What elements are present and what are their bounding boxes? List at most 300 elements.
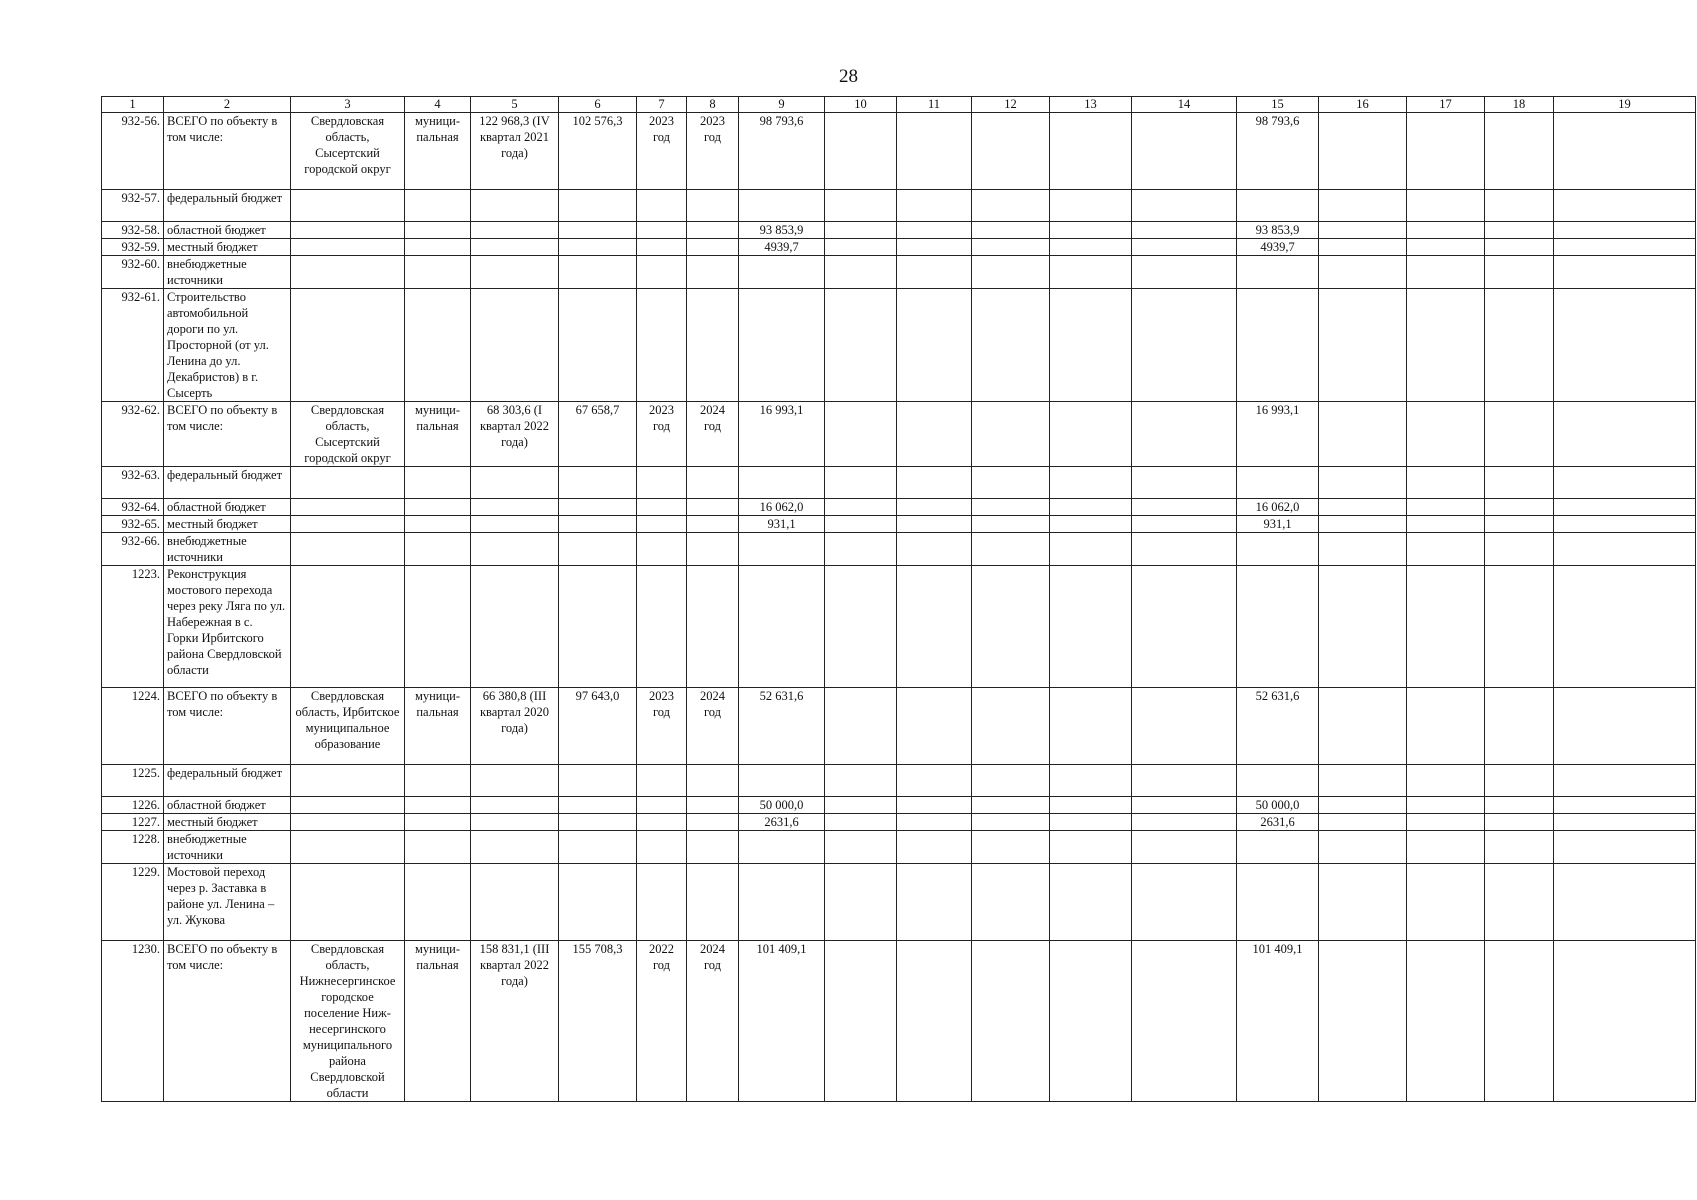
row-empty-cell	[1554, 467, 1696, 499]
row-description: ВСЕГО по объекту в том числе:	[164, 688, 291, 765]
row-empty-cell	[972, 533, 1050, 566]
row-column-6	[559, 289, 637, 402]
row-empty-cell	[1319, 499, 1407, 516]
row-empty-cell	[972, 688, 1050, 765]
row-empty-cell	[1554, 516, 1696, 533]
row-estimated-cost	[471, 765, 559, 797]
row-column-15-amount: 93 853,9	[1237, 222, 1319, 239]
row-empty-cell	[1050, 831, 1132, 864]
row-number: 932-65.	[102, 516, 164, 533]
row-number: 1224.	[102, 688, 164, 765]
row-empty-cell	[1485, 688, 1554, 765]
row-empty-cell	[1554, 814, 1696, 831]
row-empty-cell	[1485, 256, 1554, 289]
row-empty-cell	[1485, 467, 1554, 499]
row-empty-cell	[1132, 113, 1237, 190]
row-empty-cell	[1132, 831, 1237, 864]
row-empty-cell	[1407, 765, 1485, 797]
row-empty-cell	[1407, 289, 1485, 402]
row-total-amount	[739, 190, 825, 222]
row-description: местный бюджет	[164, 814, 291, 831]
row-column-6	[559, 467, 637, 499]
row-empty-cell	[1319, 566, 1407, 688]
row-column-6	[559, 256, 637, 289]
row-empty-cell	[1407, 113, 1485, 190]
row-empty-cell	[1407, 566, 1485, 688]
row-empty-cell	[1050, 516, 1132, 533]
row-location	[291, 239, 405, 256]
row-empty-cell	[1132, 941, 1237, 1102]
row-empty-cell	[1050, 467, 1132, 499]
row-end-year	[687, 190, 739, 222]
row-empty-cell	[972, 239, 1050, 256]
row-description: областной бюджет	[164, 797, 291, 814]
row-column-15-amount	[1237, 467, 1319, 499]
row-empty-cell	[1319, 797, 1407, 814]
row-empty-cell	[1050, 113, 1132, 190]
row-empty-cell	[1132, 256, 1237, 289]
row-total-amount: 50 000,0	[739, 797, 825, 814]
row-column-15-amount	[1237, 831, 1319, 864]
row-ownership	[405, 222, 471, 239]
row-empty-cell	[897, 222, 972, 239]
row-empty-cell	[1319, 289, 1407, 402]
row-ownership: муници-пальная	[405, 688, 471, 765]
row-empty-cell	[1132, 239, 1237, 256]
row-end-year: 2023 год	[687, 113, 739, 190]
row-start-year	[637, 190, 687, 222]
row-column-15-amount: 101 409,1	[1237, 941, 1319, 1102]
row-description: федеральный бюджет	[164, 190, 291, 222]
row-estimated-cost: 66 380,8 (III квартал 2020 года)	[471, 688, 559, 765]
row-ownership	[405, 516, 471, 533]
row-start-year	[637, 499, 687, 516]
row-ownership	[405, 864, 471, 941]
row-empty-cell	[1132, 533, 1237, 566]
row-ownership	[405, 190, 471, 222]
row-empty-cell	[897, 239, 972, 256]
column-header-16: 16	[1319, 97, 1407, 113]
row-end-year	[687, 239, 739, 256]
row-estimated-cost	[471, 467, 559, 499]
row-empty-cell	[1407, 239, 1485, 256]
row-empty-cell	[972, 222, 1050, 239]
row-end-year	[687, 499, 739, 516]
row-empty-cell	[972, 814, 1050, 831]
row-empty-cell	[1319, 402, 1407, 467]
row-empty-cell	[825, 864, 897, 941]
row-estimated-cost	[471, 831, 559, 864]
row-empty-cell	[825, 222, 897, 239]
row-empty-cell	[1485, 765, 1554, 797]
row-number: 1228.	[102, 831, 164, 864]
row-empty-cell	[1132, 864, 1237, 941]
row-empty-cell	[1554, 533, 1696, 566]
row-end-year	[687, 222, 739, 239]
row-description: ВСЕГО по объекту в том числе:	[164, 402, 291, 467]
row-number: 932-61.	[102, 289, 164, 402]
row-estimated-cost	[471, 289, 559, 402]
table-row	[102, 289, 1696, 402]
row-empty-cell	[825, 831, 897, 864]
row-estimated-cost: 158 831,1 (III квартал 2022 года)	[471, 941, 559, 1102]
row-column-15-amount	[1237, 566, 1319, 688]
row-column-15-amount	[1237, 289, 1319, 402]
row-empty-cell	[1050, 688, 1132, 765]
row-total-amount: 52 631,6	[739, 688, 825, 765]
table-row	[102, 533, 1696, 566]
row-empty-cell	[1319, 113, 1407, 190]
row-empty-cell	[1485, 402, 1554, 467]
column-header-18: 18	[1485, 97, 1554, 113]
row-empty-cell	[825, 402, 897, 467]
row-empty-cell	[825, 113, 897, 190]
row-empty-cell	[1050, 190, 1132, 222]
row-column-6	[559, 190, 637, 222]
row-empty-cell	[1132, 797, 1237, 814]
row-total-amount	[739, 533, 825, 566]
column-header-5: 5	[471, 97, 559, 113]
row-total-amount	[739, 765, 825, 797]
row-empty-cell	[1132, 289, 1237, 402]
row-empty-cell	[972, 190, 1050, 222]
row-ownership	[405, 499, 471, 516]
row-number: 1230.	[102, 941, 164, 1102]
row-description: внебюджетные источники	[164, 831, 291, 864]
row-start-year: 2022 год	[637, 941, 687, 1102]
row-location	[291, 864, 405, 941]
row-start-year	[637, 467, 687, 499]
row-ownership: муници-пальная	[405, 941, 471, 1102]
column-number-header	[102, 97, 1696, 113]
row-ownership	[405, 289, 471, 402]
row-empty-cell	[897, 256, 972, 289]
table-row	[102, 516, 1696, 533]
table-row	[102, 797, 1696, 814]
row-start-year: 2023 год	[637, 113, 687, 190]
row-empty-cell	[972, 499, 1050, 516]
column-header-17: 17	[1407, 97, 1485, 113]
row-description: ВСЕГО по объекту в том числе:	[164, 113, 291, 190]
row-total-amount: 98 793,6	[739, 113, 825, 190]
row-ownership	[405, 256, 471, 289]
budget-table-container	[101, 96, 1673, 1102]
row-location	[291, 190, 405, 222]
row-total-amount	[739, 864, 825, 941]
row-location	[291, 467, 405, 499]
column-header-1: 1	[102, 97, 164, 113]
row-number: 932-62.	[102, 402, 164, 467]
row-empty-cell	[972, 256, 1050, 289]
row-start-year: 2023 год	[637, 688, 687, 765]
row-empty-cell	[897, 864, 972, 941]
row-empty-cell	[972, 566, 1050, 688]
row-empty-cell	[825, 239, 897, 256]
row-ownership	[405, 566, 471, 688]
row-start-year	[637, 289, 687, 402]
row-column-6	[559, 864, 637, 941]
row-estimated-cost	[471, 814, 559, 831]
table-row	[102, 765, 1696, 797]
row-description: федеральный бюджет	[164, 467, 291, 499]
row-end-year: 2024 год	[687, 688, 739, 765]
row-empty-cell	[1485, 239, 1554, 256]
row-location	[291, 765, 405, 797]
row-empty-cell	[1132, 499, 1237, 516]
row-empty-cell	[1407, 499, 1485, 516]
row-empty-cell	[1485, 499, 1554, 516]
row-empty-cell	[897, 499, 972, 516]
row-empty-cell	[972, 113, 1050, 190]
row-empty-cell	[972, 797, 1050, 814]
row-number: 1226.	[102, 797, 164, 814]
row-column-15-amount: 16 062,0	[1237, 499, 1319, 516]
row-empty-cell	[1319, 190, 1407, 222]
row-location	[291, 499, 405, 516]
row-empty-cell	[825, 499, 897, 516]
row-column-15-amount: 50 000,0	[1237, 797, 1319, 814]
row-description: Строительство автомобильной дороги по ул. Просторной (от ул. Ленина до ул. Декабристов) в г. Сысерть	[164, 289, 291, 402]
row-start-year	[637, 533, 687, 566]
row-empty-cell	[1554, 566, 1696, 688]
row-empty-cell	[1554, 831, 1696, 864]
row-start-year	[637, 797, 687, 814]
row-column-6: 97 643,0	[559, 688, 637, 765]
row-column-15-amount: 931,1	[1237, 516, 1319, 533]
row-estimated-cost	[471, 566, 559, 688]
row-empty-cell	[972, 516, 1050, 533]
row-empty-cell	[1050, 797, 1132, 814]
row-column-15-amount	[1237, 190, 1319, 222]
row-empty-cell	[1132, 765, 1237, 797]
row-empty-cell	[1319, 864, 1407, 941]
row-empty-cell	[897, 289, 972, 402]
row-empty-cell	[1050, 402, 1132, 467]
row-description: местный бюджет	[164, 516, 291, 533]
row-column-15-amount	[1237, 765, 1319, 797]
row-number: 932-59.	[102, 239, 164, 256]
row-number: 1223.	[102, 566, 164, 688]
column-header-8: 8	[687, 97, 739, 113]
row-estimated-cost	[471, 256, 559, 289]
row-empty-cell	[897, 533, 972, 566]
row-estimated-cost	[471, 797, 559, 814]
row-empty-cell	[1554, 499, 1696, 516]
row-column-15-amount: 16 993,1	[1237, 402, 1319, 467]
row-location	[291, 256, 405, 289]
row-column-6	[559, 566, 637, 688]
row-description: внебюджетные источники	[164, 256, 291, 289]
row-description: областной бюджет	[164, 222, 291, 239]
row-total-amount: 4939,7	[739, 239, 825, 256]
row-location	[291, 814, 405, 831]
row-start-year: 2023 год	[637, 402, 687, 467]
table-row	[102, 566, 1696, 688]
table-row	[102, 402, 1696, 467]
row-empty-cell	[1407, 256, 1485, 289]
row-empty-cell	[897, 467, 972, 499]
row-location	[291, 516, 405, 533]
row-column-15-amount	[1237, 864, 1319, 941]
row-empty-cell	[1132, 688, 1237, 765]
row-empty-cell	[825, 467, 897, 499]
row-empty-cell	[1554, 239, 1696, 256]
row-empty-cell	[972, 941, 1050, 1102]
row-description: внебюджетные источники	[164, 533, 291, 566]
row-empty-cell	[1554, 222, 1696, 239]
row-end-year	[687, 516, 739, 533]
row-empty-cell	[1407, 533, 1485, 566]
row-empty-cell	[897, 113, 972, 190]
row-empty-cell	[1132, 402, 1237, 467]
row-total-amount	[739, 256, 825, 289]
row-location	[291, 797, 405, 814]
row-column-6: 155 708,3	[559, 941, 637, 1102]
row-end-year	[687, 289, 739, 402]
row-estimated-cost	[471, 190, 559, 222]
row-empty-cell	[825, 941, 897, 1102]
row-column-6	[559, 797, 637, 814]
row-location: Свердловская область, Сысертский городской округ	[291, 113, 405, 190]
row-column-15-amount: 4939,7	[1237, 239, 1319, 256]
row-total-amount	[739, 467, 825, 499]
row-start-year	[637, 222, 687, 239]
row-estimated-cost	[471, 239, 559, 256]
row-empty-cell	[897, 402, 972, 467]
row-total-amount	[739, 566, 825, 688]
row-total-amount: 93 853,9	[739, 222, 825, 239]
row-empty-cell	[897, 190, 972, 222]
row-empty-cell	[897, 941, 972, 1102]
row-empty-cell	[1485, 222, 1554, 239]
row-empty-cell	[1407, 688, 1485, 765]
row-empty-cell	[825, 765, 897, 797]
row-location: Свердловская область, Сысертский городской округ	[291, 402, 405, 467]
row-empty-cell	[1554, 113, 1696, 190]
row-end-year	[687, 533, 739, 566]
row-end-year	[687, 797, 739, 814]
table-row	[102, 190, 1696, 222]
row-column-6	[559, 516, 637, 533]
row-empty-cell	[1407, 516, 1485, 533]
row-empty-cell	[1050, 941, 1132, 1102]
row-start-year	[637, 831, 687, 864]
row-column-6: 67 658,7	[559, 402, 637, 467]
row-empty-cell	[897, 814, 972, 831]
column-header-19: 19	[1554, 97, 1696, 113]
row-end-year	[687, 765, 739, 797]
row-empty-cell	[972, 831, 1050, 864]
row-empty-cell	[1319, 831, 1407, 864]
row-empty-cell	[825, 516, 897, 533]
row-number: 932-56.	[102, 113, 164, 190]
row-empty-cell	[1554, 190, 1696, 222]
row-empty-cell	[1554, 765, 1696, 797]
row-column-15-amount: 2631,6	[1237, 814, 1319, 831]
row-empty-cell	[1050, 814, 1132, 831]
row-empty-cell	[1554, 289, 1696, 402]
row-empty-cell	[897, 831, 972, 864]
row-column-6	[559, 222, 637, 239]
row-end-year	[687, 566, 739, 688]
row-empty-cell	[1132, 814, 1237, 831]
row-empty-cell	[1319, 688, 1407, 765]
row-empty-cell	[825, 797, 897, 814]
column-header-3: 3	[291, 97, 405, 113]
row-start-year	[637, 256, 687, 289]
row-estimated-cost: 122 968,3 (IV квартал 2021 года)	[471, 113, 559, 190]
table-body	[102, 113, 1696, 1102]
row-empty-cell	[825, 190, 897, 222]
row-empty-cell	[1485, 864, 1554, 941]
row-total-amount	[739, 831, 825, 864]
row-estimated-cost	[471, 533, 559, 566]
row-ownership: муници-пальная	[405, 402, 471, 467]
row-empty-cell	[897, 765, 972, 797]
column-header-11: 11	[897, 97, 972, 113]
row-empty-cell	[1050, 289, 1132, 402]
row-empty-cell	[1319, 533, 1407, 566]
table-row	[102, 239, 1696, 256]
row-empty-cell	[1050, 533, 1132, 566]
row-estimated-cost	[471, 864, 559, 941]
row-location	[291, 289, 405, 402]
row-empty-cell	[1050, 222, 1132, 239]
row-number: 932-64.	[102, 499, 164, 516]
row-empty-cell	[1050, 765, 1132, 797]
row-description: ВСЕГО по объекту в том числе:	[164, 941, 291, 1102]
row-number: 1227.	[102, 814, 164, 831]
row-empty-cell	[1407, 222, 1485, 239]
row-location	[291, 831, 405, 864]
row-empty-cell	[1407, 402, 1485, 467]
row-empty-cell	[1319, 814, 1407, 831]
row-column-15-amount: 52 631,6	[1237, 688, 1319, 765]
row-total-amount: 2631,6	[739, 814, 825, 831]
column-header-10: 10	[825, 97, 897, 113]
row-empty-cell	[1050, 566, 1132, 688]
row-empty-cell	[1050, 864, 1132, 941]
column-header-6: 6	[559, 97, 637, 113]
row-empty-cell	[1132, 190, 1237, 222]
row-empty-cell	[972, 289, 1050, 402]
row-total-amount: 931,1	[739, 516, 825, 533]
column-header-14: 14	[1132, 97, 1237, 113]
table-row	[102, 831, 1696, 864]
row-empty-cell	[1554, 402, 1696, 467]
row-number: 932-58.	[102, 222, 164, 239]
row-empty-cell	[1407, 797, 1485, 814]
row-ownership	[405, 239, 471, 256]
row-empty-cell	[1319, 765, 1407, 797]
row-description: Мостовой переход через р. Заставка в районе ул. Ленина – ул. Жукова	[164, 864, 291, 941]
row-empty-cell	[825, 814, 897, 831]
row-start-year	[637, 765, 687, 797]
column-header-9: 9	[739, 97, 825, 113]
row-estimated-cost	[471, 222, 559, 239]
row-empty-cell	[1050, 256, 1132, 289]
row-empty-cell	[1319, 256, 1407, 289]
row-empty-cell	[1485, 113, 1554, 190]
row-empty-cell	[1485, 190, 1554, 222]
row-total-amount: 16 062,0	[739, 499, 825, 516]
row-empty-cell	[897, 688, 972, 765]
row-start-year	[637, 566, 687, 688]
page-number: 28	[839, 66, 858, 87]
row-start-year	[637, 516, 687, 533]
row-end-year	[687, 831, 739, 864]
row-empty-cell	[1407, 864, 1485, 941]
